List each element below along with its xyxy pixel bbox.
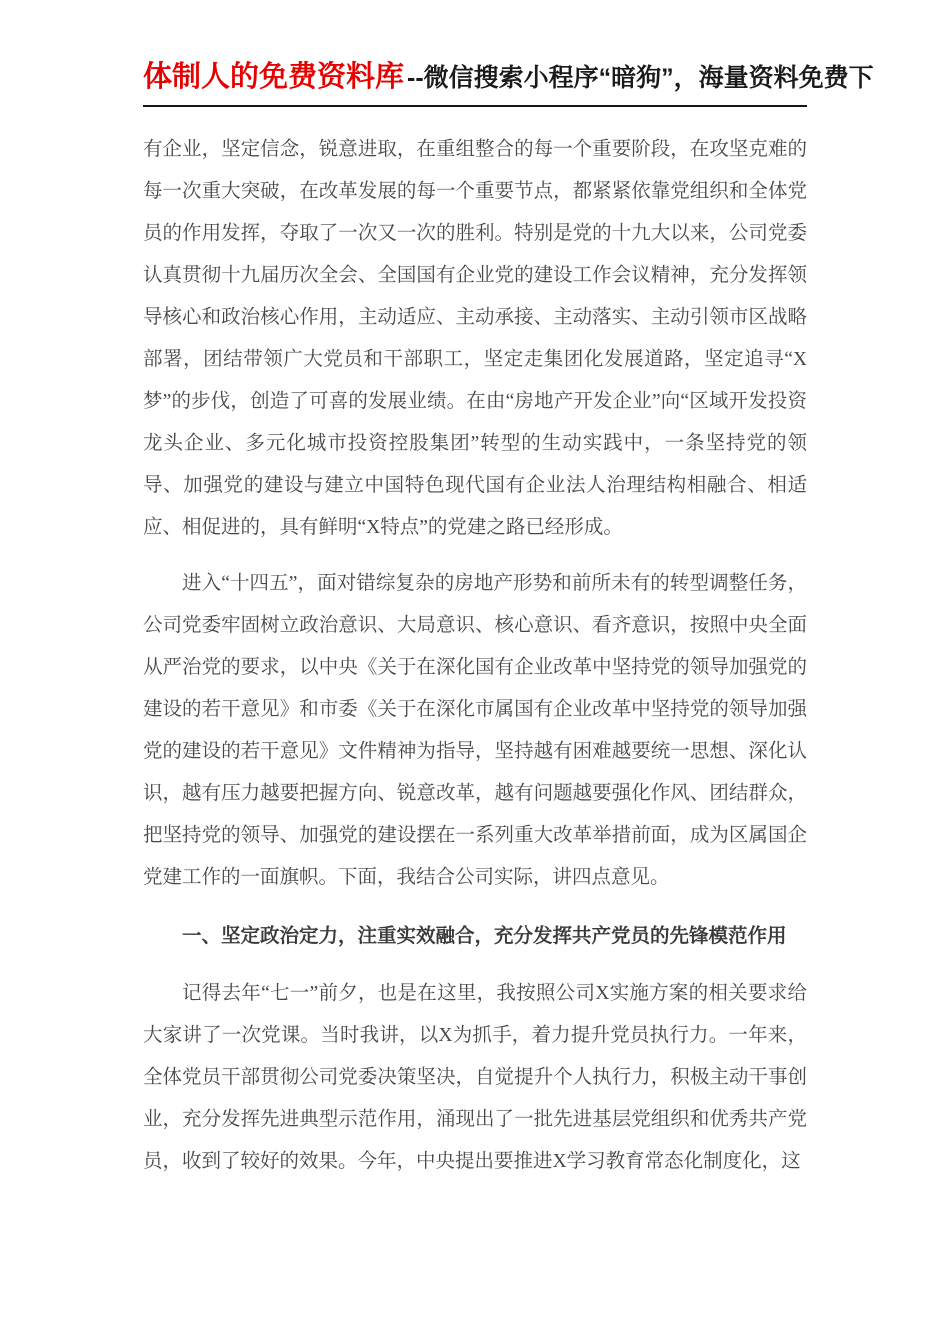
paragraph-lesson: 记得去年“七一”前夕，也是在这里，我按照公司X实施方案的相关要求给大家讲了一次党课。当时我讲，以X为抓手，着力提升党员执行力。一年来，全体党员干部贯彻公司党委决策坚决，自觉提升个人执行力，积极主动干事创业，充分发挥先进典型示范作用，涌现出了一批先进基层党组织和优秀共产党员，收到了较好的效果。今年，中央提出要推进X学习教育常态化制度化，这 [143,983,807,1172]
paragraph-continuation: 有企业，坚定信念，锐意进取，在重组整合的每一个重要阶段，在攻坚克难的每一次重大突破，在改革发展的每一个重要节点，都紧紧依靠党组织和全体党员的作用发挥，夺取了一次又一次的胜利。特别是党的十九大以来，公司党委认真贯彻十九届历次全会、全国国有企业党的建设工作会议精神，充分发挥领导核心和政治核心作用，主动适应、主动承接、主动落实、主动引领市区战略部署，团结带领广大党员和干部职工，坚定走集团化发展道路，坚定追寻“X梦”的步伐，创造了可喜的发展业绩。在由“房地产开发企业”向“区域开发投资龙头企业、多元化城市投资控股集团”转型的生动实践中，一条坚持党的领导、加强党的建设与建立中国特色现代国有企业法人治理结构相融合、相适应、相促进的，具有鲜明“X特点”的党建之路已经形成。 [143,139,807,538]
header-divider [143,105,807,107]
section-heading-1: 一、坚定政治定力，注重实效融合，充分发挥共产党员的先锋模范作用 [182,925,787,947]
brand-title: 体制人的免费资料库 [143,61,405,93]
brand-tagline: --微信搜索小程序“暗狗”，海量资料免费下 [407,64,874,92]
document-body [143,129,807,1183]
paragraph-intro: 进入“十四五”，面对错综复杂的房地产形势和前所未有的转型调整任务，公司党委牢固树立政治意识、大局意识、核心意识、看齐意识，按照中央全面从严治党的要求，以中央《关于在深化国有企业改革中坚持党的领导加强党的建设的若干意见》和市委《关于在深化市属国有企业改革中坚持党的领导加强党的建设的若干意见》文件精神为指导，坚持越有困难越要统一思想、深化认识，越有压力越要把握方向、锐意改革，越有问题越要强化作风、团结群众，把坚持党的领导、加强党的建设摆在一系列重大改革举措前面，成为区属国企党建工作的一面旗帜。下面，我结合公司实际，讲四点意见。 [143,573,807,888]
page-header [143,58,874,101]
